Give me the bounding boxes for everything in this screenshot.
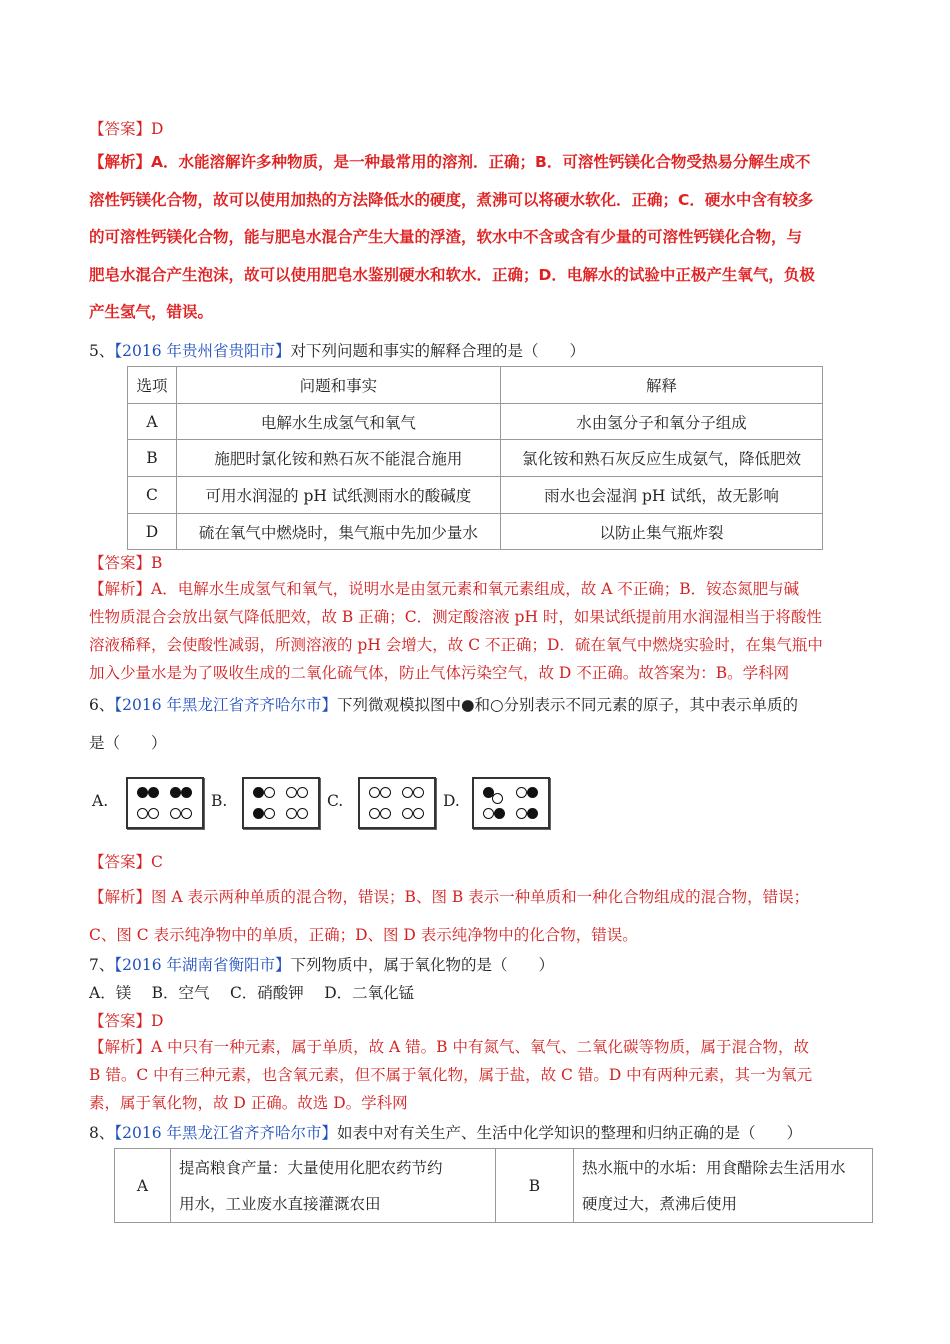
table-cell: 施肥时氯化铵和熟石灰不能混合施用 xyxy=(176,440,500,477)
table-header: 问题和事实 xyxy=(176,367,500,404)
diagram-a xyxy=(126,777,204,829)
q4-analysis-line: A．水能溶解许多种物质，是一种最常用的溶剂．正确；B．可溶性钙镁化合物受热易分解生成不 xyxy=(151,153,811,171)
table-cell-a-line: 提高粮食产量：大量使用化肥农药节约 xyxy=(179,1158,443,1177)
q6-source: 【2016 年黑龙江省齐齐哈尔市】 xyxy=(114,696,337,714)
option-label-b: B. xyxy=(211,792,228,810)
hollow-atom xyxy=(297,808,308,819)
q6-answer: 【答案】C xyxy=(89,853,163,871)
diagram-d xyxy=(472,777,550,829)
table-header-row xyxy=(128,367,823,404)
q7-analysis-line: 素，属于氧化物，故 D 正确。故选 D。学科网 xyxy=(89,1094,408,1112)
table-cell: 硫在氧气中燃烧时，集气瓶中先加少量水 xyxy=(176,514,500,550)
filled-atom xyxy=(181,787,192,798)
q7-options: A．镁 B．空气 C．硝酸钾 D．二氧化锰 xyxy=(89,984,415,1002)
table-cell: 雨水也会湿润 pH 试纸，故无影响 xyxy=(500,477,822,514)
table-cell-a-line: 用水，工业废水直接灌溉农田 xyxy=(179,1194,381,1213)
q5-analysis-line: 溶液稀释，会使酸性减弱，所测溶液的 pH 会增大，故 C 不正确；D．硫在氧气中燃烧实验时，在集气瓶中 xyxy=(89,636,823,654)
q7-stem: 下列物质中，属于氧化物的是（ ） xyxy=(290,956,555,974)
diagram-b xyxy=(242,777,320,829)
table-row xyxy=(128,440,823,477)
hollow-atom xyxy=(402,808,413,819)
table-cell: B xyxy=(128,440,177,477)
hollow-atom xyxy=(297,787,308,798)
q7-analysis xyxy=(89,1033,867,1117)
table-cell-b xyxy=(574,1149,873,1223)
q6-analysis-line2: C、图 C 表示纯净物中的单质，正确；D、图 D 表示纯净物中的化合物，错误。 xyxy=(89,926,638,944)
q4-analysis-line: 肥皂水混合产生泡沫，故可以使用肥皂水鉴别硬水和软水．正确；D．电解水的试验中正极产生氧气，负极 xyxy=(89,265,815,284)
q4-analysis-line: 的可溶性钙镁化合物，能与肥皂水混合产生大量的浮渣，软水中不含或含有少量的可溶性钙镁化合物，与 xyxy=(89,228,803,246)
hollow-atom xyxy=(264,808,275,819)
q6-stem-line2: 是（ ） xyxy=(89,734,167,752)
hollow-atom xyxy=(402,787,413,798)
filled-atom xyxy=(148,787,159,798)
hollow-atom xyxy=(137,808,148,819)
q8-stem-line xyxy=(89,1121,802,1143)
q4-answer: 【答案】D xyxy=(89,120,164,138)
q5-analysis xyxy=(89,575,867,687)
q8-number: 8、 xyxy=(89,1124,115,1142)
hollow-atom xyxy=(369,787,380,798)
option-label-c: C. xyxy=(327,792,344,810)
hollow-atom xyxy=(369,808,380,819)
table-cell: 水由氢分子和氧分子组成 xyxy=(500,404,822,440)
q5-number: 5、 xyxy=(89,342,115,360)
table-cell: A xyxy=(128,404,177,440)
q7-analysis-line: B 错。C 中有三种元素，也含氧元素，但不属于氧化物，属于盐，故 C 错。D 中有两种元素，其一为氧元 xyxy=(89,1066,813,1084)
hollow-atom xyxy=(380,787,391,798)
q7-source: 【2016 年湖南省衡阳市】 xyxy=(114,956,291,974)
table-cell-b-line: 热水瓶中的水垢：用食醋除去生活用水 xyxy=(582,1158,846,1177)
q4-analysis-line: 溶性钙镁化合物，故可以使用加热的方法降低水的硬度，煮沸可以将硬水软化．正确；C．硬水中含有较多 xyxy=(89,190,814,209)
hollow-atom xyxy=(483,808,494,819)
filled-atom xyxy=(527,808,538,819)
q7-answer: 【答案】D xyxy=(89,1012,164,1030)
table-cell: D xyxy=(128,514,177,550)
hollow-atom xyxy=(413,808,424,819)
hollow-atom xyxy=(492,793,503,804)
q7-number: 7、 xyxy=(89,956,115,974)
hollow-atom xyxy=(380,808,391,819)
hollow-atom xyxy=(516,787,527,798)
q5-table xyxy=(127,366,823,550)
option-label-d: D. xyxy=(443,792,460,810)
q5-answer: 【答案】B xyxy=(89,554,163,572)
q8-table xyxy=(114,1148,873,1223)
q5-source: 【2016 年贵州省贵阳市】 xyxy=(114,342,291,360)
table-cell: 以防止集气瓶炸裂 xyxy=(500,514,822,550)
hollow-atom xyxy=(516,808,527,819)
table-cell-b-label: B xyxy=(496,1149,574,1223)
q5-analysis-line: 加入少量水是为了吸收生成的二氧化硫气体，防止气体污染空气，故 D 不正确。故答案为：B。学科网 xyxy=(89,664,790,682)
q5-analysis-line: 【解析】A．电解水生成氢气和氧气，说明水是由氢元素和氧元素组成，故 A 不正确；B．铵态氮肥与碱 xyxy=(89,580,800,598)
q8-source: 【2016 年黑龙江省齐齐哈尔市】 xyxy=(114,1124,337,1142)
table-row xyxy=(128,477,823,514)
table-header: 解释 xyxy=(500,367,822,404)
table-row xyxy=(115,1149,873,1223)
filled-atom xyxy=(527,787,538,798)
table-cell: C xyxy=(128,477,177,514)
diagram-c xyxy=(358,777,436,829)
hollow-atom xyxy=(264,787,275,798)
q6-number: 6、 xyxy=(89,696,115,714)
hollow-atom xyxy=(170,808,181,819)
table-cell-b-line: 硬度过大，煮沸后使用 xyxy=(582,1194,738,1213)
hollow-atom xyxy=(413,787,424,798)
table-cell-a xyxy=(171,1149,496,1223)
q4-analysis xyxy=(89,144,869,332)
q4-analysis-label: 【解析】 xyxy=(89,153,152,171)
table-cell: 电解水生成氢气和氧气 xyxy=(176,404,500,440)
table-cell: 可用水润湿的 pH 试纸测雨水的酸碱度 xyxy=(176,477,500,514)
filled-atom xyxy=(170,787,181,798)
q7-analysis-line: 【解析】A 中只有一种元素，属于单质，故 A 错。B 中有氮气、氧气、二氧化碳等物质，属于混合物，故 xyxy=(89,1038,809,1056)
filled-atom xyxy=(494,808,505,819)
option-label-a: A. xyxy=(92,792,109,810)
table-header: 选项 xyxy=(128,367,177,404)
filled-atom xyxy=(253,787,264,798)
hollow-atom xyxy=(181,808,192,819)
q5-stem-line xyxy=(89,339,585,361)
q6-analysis-line1: 【解析】图 A 表示两种单质的混合物，错误；B、图 B 表示一种单质和一种化合物组成的混合物，错误； xyxy=(89,888,810,906)
table-row xyxy=(128,404,823,440)
q6-stem: 下列微观模拟图中●和○分别表示不同元素的原子，其中表示单质的 xyxy=(337,696,799,714)
hollow-atom xyxy=(148,808,159,819)
q7-stem-line xyxy=(89,953,554,975)
hollow-atom xyxy=(286,808,297,819)
q4-analysis-line: 产生氢气，错误。 xyxy=(89,303,214,321)
q5-analysis-line: 性物质混合会放出氨气降低肥效，故 B 正确；C．测定酸溶液 pH 时，如果试纸提前用水润湿相当于将酸性 xyxy=(89,608,822,626)
q5-stem: 对下列问题和事实的解释合理的是（ ） xyxy=(290,342,586,360)
table-cell: 氯化铵和熟石灰反应生成氨气，降低肥效 xyxy=(500,440,822,477)
filled-atom xyxy=(253,808,264,819)
table-row xyxy=(128,514,823,550)
q6-stem-line xyxy=(89,693,798,715)
filled-atom xyxy=(137,787,148,798)
table-cell-a-label: A xyxy=(115,1149,171,1223)
hollow-atom xyxy=(286,787,297,798)
q8-stem: 如表中对有关生产、生活中化学知识的整理和归纳正确的是（ ） xyxy=(337,1124,803,1142)
